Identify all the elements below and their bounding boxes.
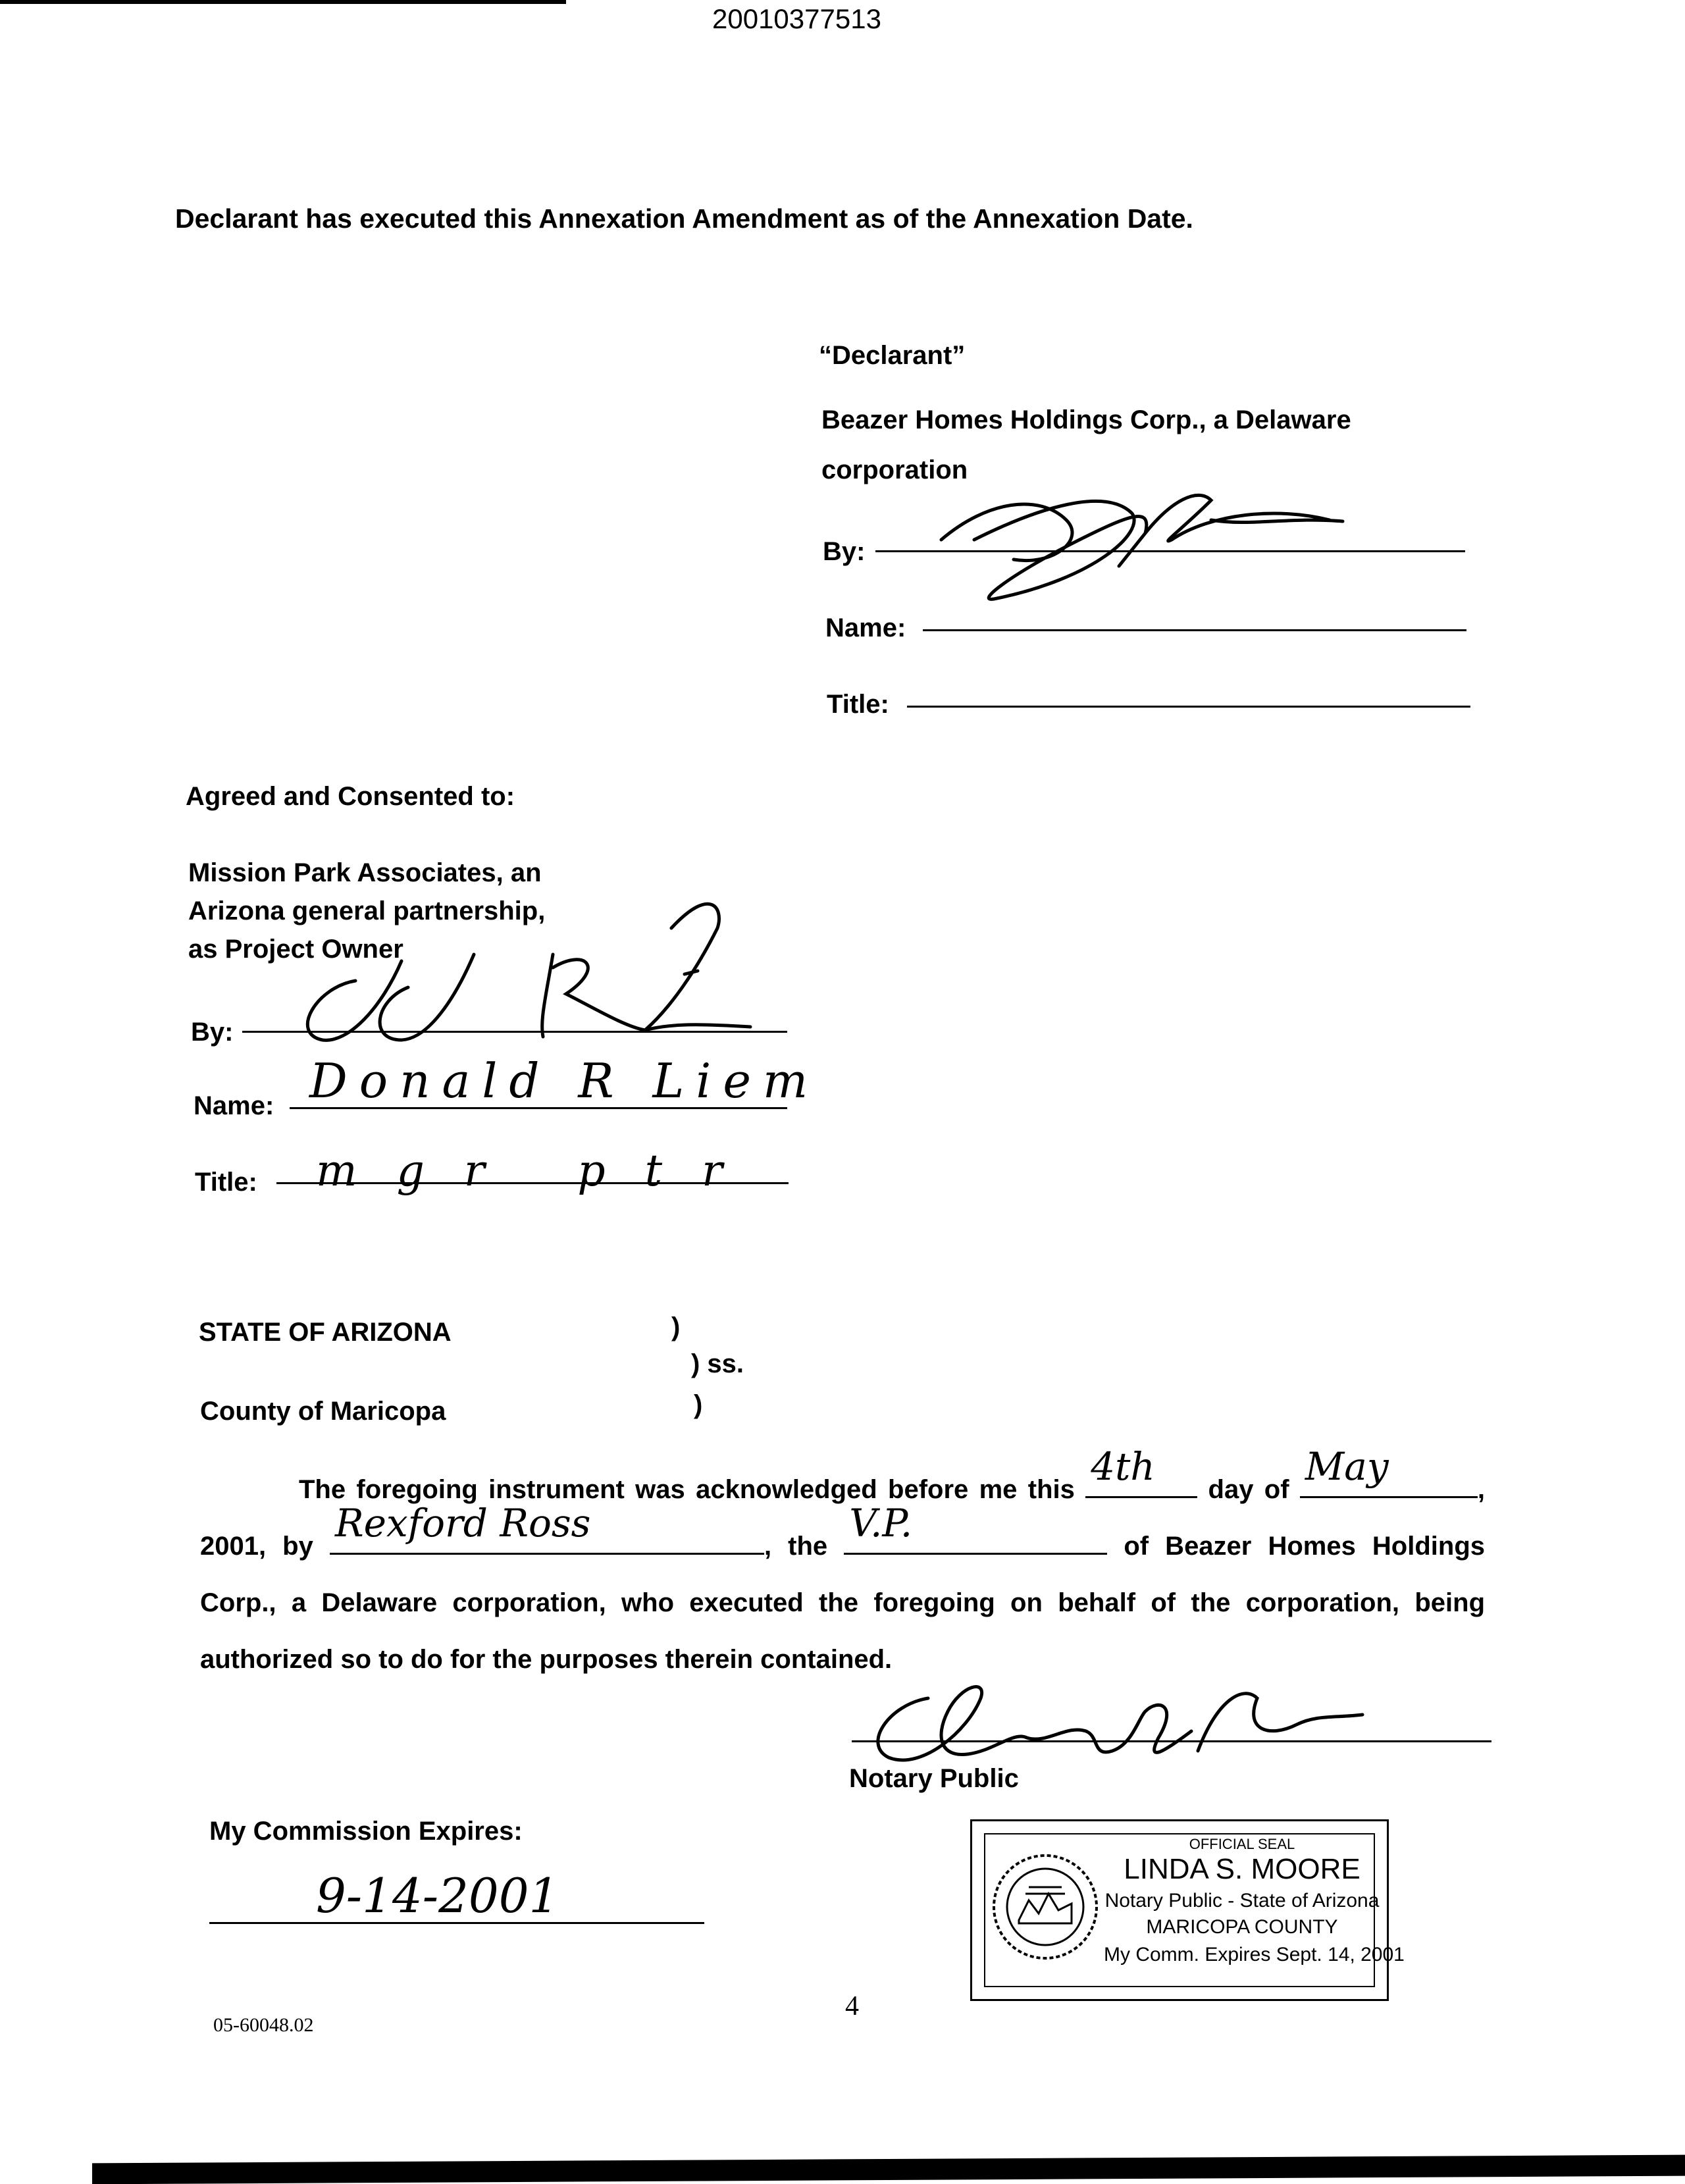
declarant-heading: “Declarant” [819, 341, 966, 370]
ack-person-value: Rexford Ross [334, 1501, 591, 1546]
declarant-title-label: Title: [827, 690, 889, 719]
scan-edge-top [0, 0, 566, 4]
declarant-signature [935, 461, 1356, 606]
declarant-company-line1: Beazer Homes Holdings Corp., a Delaware [821, 405, 1351, 434]
seal-line-4: MARICOPA COUNTY [1146, 1916, 1338, 1938]
intro-sentence: Declarant has executed this Annexation Amendment as of the Annexation Date. [175, 203, 1193, 234]
notary-signature-line [852, 1740, 1491, 1742]
footer-code: 05-60048.02 [213, 2014, 314, 2036]
ack-text-2: day of [1208, 1475, 1289, 1504]
consent-by-label: By: [191, 1018, 234, 1047]
consent-title-value: mgr ptr [316, 1145, 762, 1196]
venue-paren-3: ) [694, 1390, 703, 1419]
ack-text-3: , 2001, by [200, 1475, 1485, 1561]
consent-party-line3: as Project Owner [188, 935, 403, 964]
commission-value: 9-14-2001 [316, 1868, 559, 1923]
commission-line [209, 1922, 704, 1924]
ack-role-value: V.P. [849, 1501, 913, 1546]
seal-emblem [989, 1848, 1101, 1966]
consent-name-label: Name: [194, 1091, 274, 1120]
notary-public-label: Notary Public [849, 1764, 1019, 1793]
ack-text-1: The foregoing instrument was acknowledged before me this [299, 1475, 1075, 1504]
venue-paren-1: ) [671, 1313, 681, 1341]
consent-heading: Agreed and Consented to: [186, 782, 515, 811]
declarant-title-line [907, 706, 1470, 708]
seal-line-1: OFFICIAL SEAL [1189, 1836, 1295, 1852]
venue-county: County of Maricopa [200, 1397, 446, 1426]
consent-title-label: Title: [195, 1168, 257, 1197]
ack-person-blank [330, 1501, 764, 1555]
declarant-company-line2: corporation [821, 455, 968, 484]
official-seal [970, 1819, 1405, 2001]
declarant-name-line [923, 629, 1466, 631]
scan-edge-bottom [92, 2155, 1685, 2184]
acknowledgment-paragraph [200, 1444, 1486, 1688]
consent-name-value: Donald R Liem [309, 1053, 820, 1108]
seal-line-5: My Comm. Expires Sept. 14, 2001 [1104, 1944, 1405, 1965]
page-number: 4 [845, 1991, 859, 2021]
venue-state: STATE OF ARIZONA [199, 1318, 452, 1347]
ack-day-value: 4th [1091, 1444, 1155, 1489]
consent-party-line2: Arizona general partnership, [188, 897, 546, 925]
venue-paren-2: ) ss. [691, 1349, 744, 1378]
commission-label: My Commission Expires: [209, 1817, 523, 1846]
ack-month-value: May [1305, 1444, 1389, 1489]
ack-text-4: , the [764, 1532, 828, 1561]
document-number: 20010377513 [712, 3, 881, 34]
declarant-name-label: Name: [825, 613, 906, 642]
ack-role-blank [844, 1501, 1107, 1555]
consent-party-line1: Mission Park Associates, an [188, 858, 542, 887]
ack-month-blank [1300, 1444, 1478, 1498]
consent-signature [276, 889, 790, 1047]
ack-text-5: of Beazer Homes Holdings Corp., a Delaware corporation, who executed the foregoing on behalf of the corporation, being authorized so to do for the purposes therein contained. [200, 1532, 1486, 1674]
ack-day-blank [1085, 1444, 1197, 1498]
seal-line-3: Notary Public - State of Arizona [1104, 1890, 1380, 1911]
declarant-by-label: By: [823, 537, 866, 566]
seal-line-2: LINDA S. MOORE [1124, 1853, 1361, 1885]
